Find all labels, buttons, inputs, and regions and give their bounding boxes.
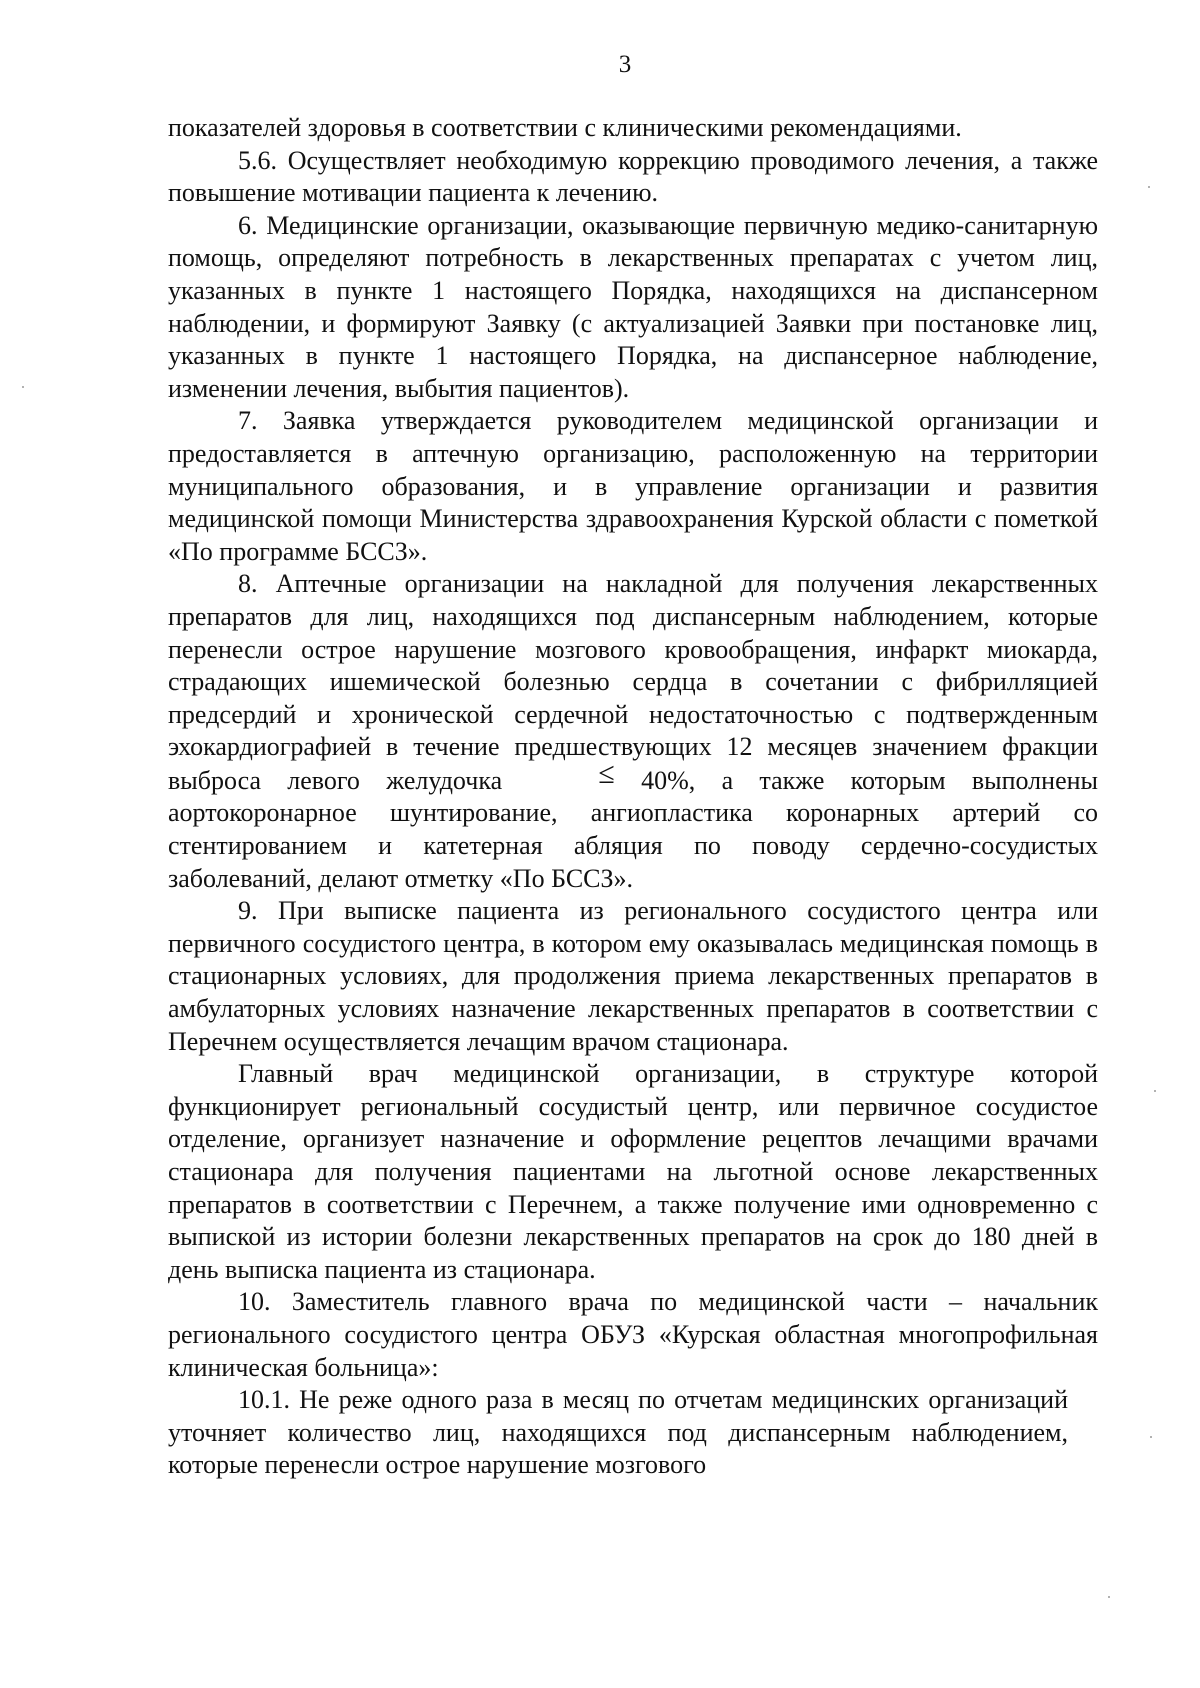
paragraph-chief-physician: Главный врач медицинской организации, в структуре которой функционирует региональный сосудистый центр, или первичное сосудистое отделение, организует назначение и оформление рецептов лечащими врачами стационара для получения пациентами на льготной основе лекарственных препаратов в соответствии с Перечнем, а также получение ими одновременно с выпиской из истории болезни лекарственных препаратов на срок до 180 дней в день выписка пациента из стационара. [168,1059,1098,1284]
paragraph-10-1: 10.1. Не реже одного раза в месяц по отчетам медицинских организаций уточняет количество лиц, находящихся под диспансерным наблюдением, которые перенесли острое нарушение мозгового [168,1385,1068,1480]
paragraph-8-text-end: 40%, а также которым выполнены аортокоронарное шунтирование, ангиопластика коронарных артерий со стентированием и катетерная абляция по поводу сердечно-сосудистых заболеваний, делают отметку «По БССЗ». [168,765,1098,893]
scan-speck [1150,1436,1152,1438]
paragraph-5-6: 5.6. Осуществляет необходимую коррекцию проводимого лечения, а также повышение мотивации пациента к лечению. [168,145,1098,208]
paragraph-7: 7. Заявка утверждается руководителем медицинской организации и предоставляется в аптечную организацию, расположенную на территории муниципального образования, и в управление организации и развития медицинской помощи Министерства здравоохранения Курской области с пометкой «По программе БССЗ». [168,406,1098,566]
scan-speck [1154,1090,1156,1092]
scan-speck [1148,186,1150,188]
scan-speck [22,386,24,388]
less-or-equal-symbol: ≤ [598,756,615,790]
paragraph-8 [168,568,1098,895]
document-body [168,112,1098,1482]
page-number: 3 [618,51,632,78]
paragraph-9: 9. При выписке пациента из регионального сосудистого центра или первичного сосудистого центра, в котором ему оказывалась медицинская помощь в стационарных условиях, для продолжения приема лекарственных препаратов в амбулаторных условиях назначение лекарственных препаратов в соответствии с Перечнем осуществляется лечащим врачом стационара. [168,896,1098,1056]
paragraph-6: 6. Медицинские организации, оказывающие первичную медико-санитарную помощь, определяют потребность в лекарственных препаратах с учетом лиц, указанных в пункте 1 настоящего Порядка, находящихся на диспансерном наблюдении, и формируют Заявку (с актуализацией Заявки при постановке лиц, указанных в пункте 1 настоящего Порядка, на диспансерное наблюдение, изменении лечения, выбытия пациентов). [168,210,1098,403]
paragraph-8-text-start: 8. Аптечные организации на накладной для получения лекарственных препаратов для лиц, находящихся под диспансерным наблюдением, которые перенесли острое нарушение мозгового кровообращения, инфаркт миокарда, страдающих ишемической болезнью сердца в сочетании с фибрилляцией предсердий и хронической сердечной недостаточностью с подтвержденным эхокардиографией в течение предшествующих 12 месяцев значением фракции выброса левого желудочка [168,569,1098,795]
paragraph-10: 10. Заместитель главного врача по медицинской части – начальник регионального сосудистого центра ОБУЗ «Курская областная многопрофильная клиническая больница»: [168,1287,1098,1382]
scan-speck [1108,1596,1110,1598]
paragraph-continuation: показателей здоровья в соответствии с клиническими рекомендациями. [168,113,962,142]
